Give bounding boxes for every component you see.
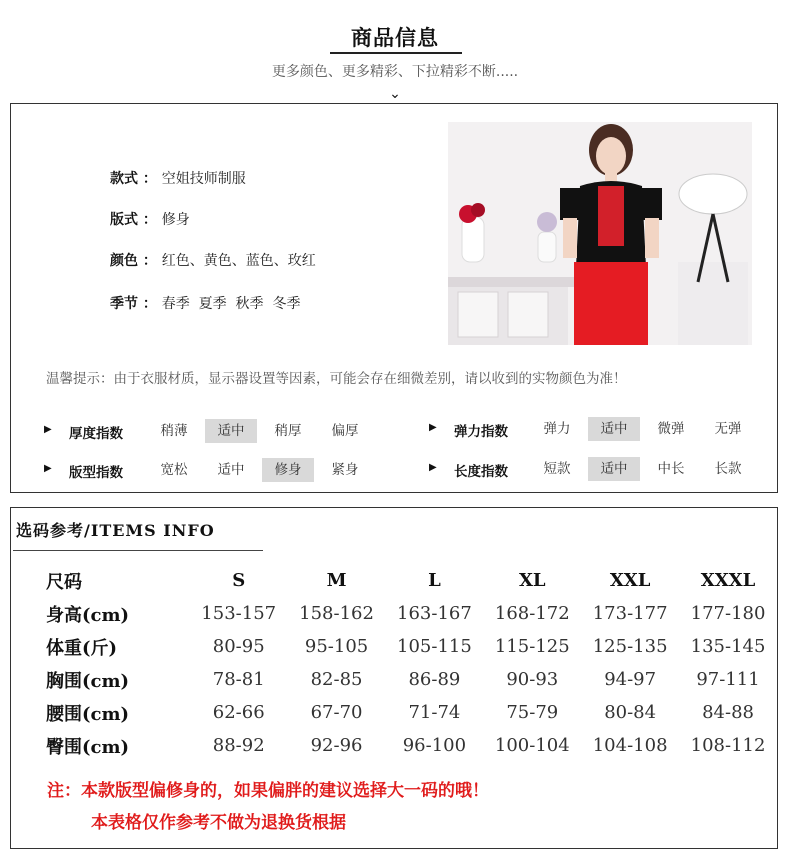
index-fit: ▶ 版型指数 宽松 适中 修身 紧身 [44,458,374,482]
triangle-right-icon: ▶ [429,422,437,433]
table-row [46,729,777,762]
attr-colors: 颜色 ： 红色、黄色、蓝色、玫红 [110,253,316,269]
index-option: 偏厚 [331,423,359,439]
index-elasticity: ▶ 弹力指数 弹力 适中 微弹 无弹 [429,417,769,441]
index-option: 稍厚 [274,423,302,439]
chevron-down-icon[interactable]: ⌄ [389,86,401,102]
table-row [46,663,777,696]
product-photo [448,122,752,345]
table-row [46,630,777,663]
table-cell: 125-135 [592,636,668,657]
table-cell: M [326,570,347,591]
table-cell: 105-115 [397,636,472,657]
table-cell: XL [518,570,546,591]
index-option: 短款 [543,461,571,477]
triangle-right-icon: ▶ [44,424,52,435]
index-option: 微弹 [657,421,685,437]
table-cell: 62-66 [212,702,265,723]
table-cell: 173-177 [592,603,668,624]
section-subtitle: 更多颜色、更多精彩、下拉精彩不断..... [271,64,519,80]
size-chart-title: 选码参考/ITEMS INFO [16,521,215,540]
table-cell: 168-172 [494,603,570,624]
table-cell: 86-89 [408,669,461,690]
warm-tip: 温馨提示：由于衣服材质，显示器设置等因素，可能会存在细微差别，请以收到的实物颜色为准！ [46,371,627,387]
table-cell: 80-95 [212,636,265,657]
model-image [448,122,752,345]
table-cell: 90-93 [506,669,559,690]
table-cell: 84-88 [702,702,754,723]
index-option: 适中 [217,462,245,478]
index-option-selected: 修身 [262,458,314,482]
table-cell: 胸围(cm) [46,670,130,692]
table-cell: 92-96 [310,735,363,756]
table-cell: 177-180 [690,603,766,624]
triangle-right-icon: ▶ [429,462,437,473]
index-option: 弹力 [543,421,571,437]
table-cell: 80-84 [604,702,657,723]
index-option: 无弹 [714,421,742,437]
table-cell: 身高(cm) [46,604,130,626]
table-cell: L [428,570,441,591]
size-disclaimer: 本表格仅作参考不做为退换货根据 [91,813,346,833]
triangle-right-icon: ▶ [44,463,52,474]
table-row [46,696,777,729]
table-cell: 115-125 [494,636,570,657]
title-underline [330,52,462,54]
table-cell: 75-79 [506,702,559,723]
index-option-selected: 适中 [588,457,640,481]
table-cell: 78-81 [212,669,265,690]
attr-fit: 版式 ： 修身 [110,212,190,228]
table-row [46,597,777,630]
product-info-panel [10,103,778,493]
table-cell: 96-100 [402,735,467,756]
table-cell: XXXL [700,570,756,591]
table-cell: 95-105 [304,636,369,657]
table-cell: 153-157 [201,603,277,624]
table-cell: 臀围(cm) [46,736,130,758]
table-cell: 104-108 [592,735,668,756]
table-cell: 67-70 [310,702,363,723]
table-cell: 135-145 [690,636,766,657]
size-table [46,564,777,762]
attr-season: 季节 ： 春季 夏季 秋季 冬季 [110,296,301,312]
index-option: 宽松 [160,462,188,478]
index-option: 稍薄 [160,423,188,439]
index-option: 紧身 [331,462,359,478]
title-underline [13,550,263,551]
section-title: 商品信息 [351,26,439,50]
index-option-selected: 适中 [205,419,257,443]
index-option: 中长 [657,461,685,477]
size-note: 注：本款版型偏修身的，如果偏胖的建议选择大一码的哦！ [47,781,489,801]
table-cell: S [232,570,246,591]
table-cell: 108-112 [690,735,766,756]
table-cell: 163-167 [397,603,472,624]
index-length: ▶ 长度指数 短款 适中 中长 长款 [429,457,769,481]
table-cell: 88-92 [212,735,265,756]
table-cell: 97-111 [696,669,760,690]
size-chart-panel [10,507,778,849]
index-option: 长款 [714,461,742,477]
table-cell: 158-162 [299,603,374,624]
attr-style: 款式 ： 空姐技师制服 [110,171,246,187]
table-cell: 尺码 [46,571,82,593]
table-cell: XXL [609,570,651,591]
table-cell: 71-74 [408,702,461,723]
table-cell: 体重(斤) [46,637,118,659]
table-cell: 100-104 [494,735,570,756]
table-header-row [46,564,777,597]
index-thickness: ▶ 厚度指数 稍薄 适中 稍厚 偏厚 [44,419,374,443]
table-cell: 腰围(cm) [46,703,130,725]
table-cell: 94-97 [604,669,657,690]
index-option-selected: 适中 [588,417,640,441]
table-cell: 82-85 [310,669,363,690]
